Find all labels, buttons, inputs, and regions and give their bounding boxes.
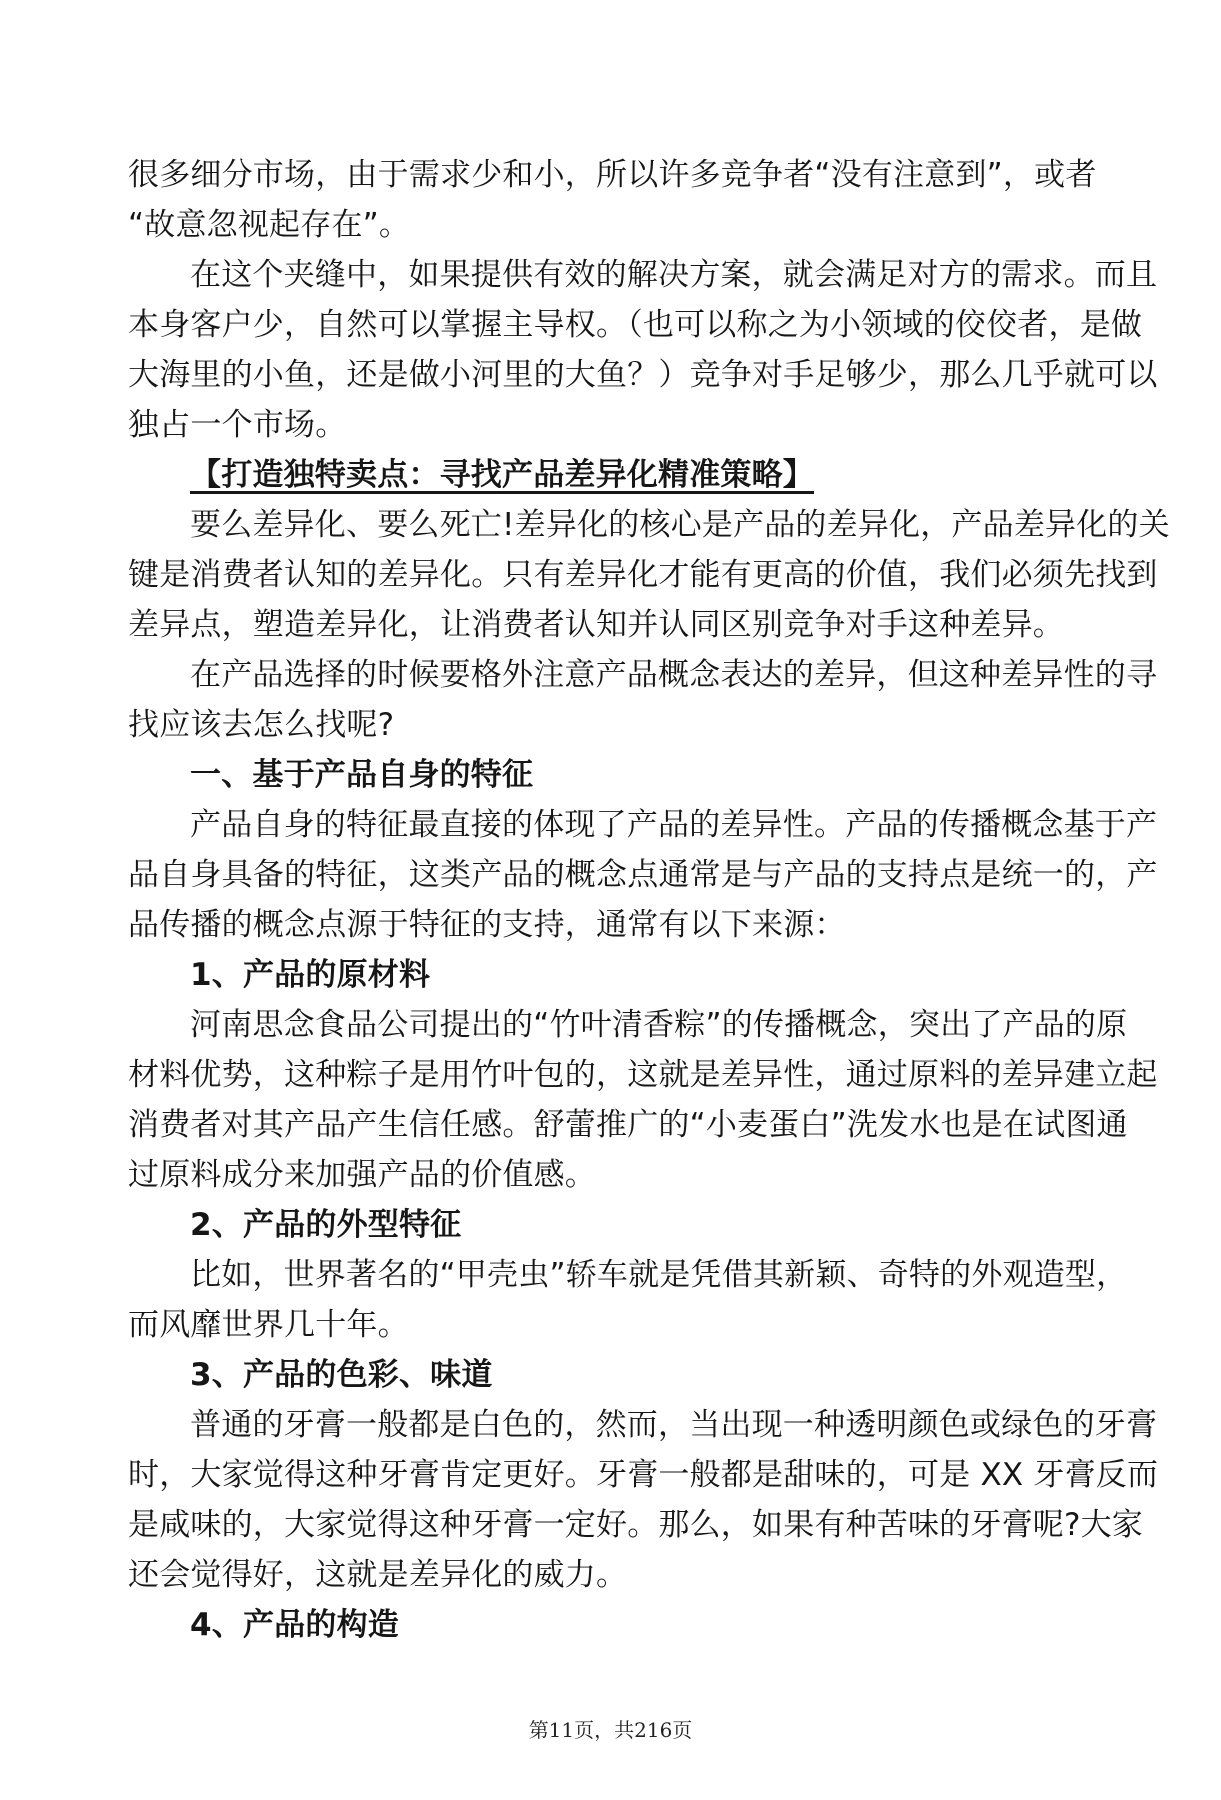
text-line: 独占一个市场。: [128, 407, 347, 443]
text-line: 比如，世界著名的“甲壳虫”轿车就是凭借其新颖、奇特的外观造型，: [190, 1257, 1128, 1293]
text-line: 本身客户少，自然可以掌握主导权。（也可以称之为小领域的佼佼者，是做: [128, 307, 1143, 343]
text-line: 找应该去怎么找呢?: [128, 707, 395, 743]
section-heading: 1、产品的原材料: [190, 957, 431, 993]
text-line: 在产品选择的时候要格外注意产品概念表达的差异，但这种差异性的寻: [190, 657, 1158, 693]
text-line: 还会觉得好，这就是差异化的威力。: [128, 1557, 628, 1593]
text-line: 品传播的概念点源于特征的支持，通常有以下来源：: [128, 907, 846, 943]
text-line: 很多细分市场，由于需求少和小，所以许多竞争者“没有注意到”，或者: [128, 157, 1097, 193]
text-line: 键是消费者认知的差异化。只有差异化才能有更高的价值，我们必须先找到: [128, 557, 1158, 593]
section-heading: 2、产品的外型特征: [190, 1207, 462, 1243]
text-line: 普通的牙膏一般都是白色的，然而，当出现一种透明颜色或绿色的牙膏: [190, 1407, 1158, 1443]
text-line: 消费者对其产品产生信任感。舒蕾推广的“小麦蛋白”洗发水也是在试图通: [128, 1107, 1128, 1143]
text-line: 过原料成分来加强产品的价值感。: [128, 1157, 596, 1193]
text-line: 产品自身的特征最直接的体现了产品的差异性。产品的传播概念基于产: [190, 807, 1158, 843]
text-line: 差异点，塑造差异化，让消费者认知并认同区别竞争对手这种差异。: [128, 607, 1064, 643]
section-heading: 一、基于产品自身的特征: [190, 757, 534, 793]
document-body: [128, 150, 1170, 1650]
text-line: 河南思念食品公司提出的“竹叶清香粽”的传播概念，突出了产品的原: [190, 1007, 1128, 1043]
section-heading: 3、产品的色彩、味道: [190, 1357, 493, 1393]
section-heading: 4、产品的构造: [190, 1607, 399, 1643]
text-line: 时，大家觉得这种牙膏肯定更好。牙膏一般都是甜味的，可是 XX 牙膏反而: [128, 1457, 1159, 1493]
text-line: 大海里的小鱼，还是做小河里的大鱼？）竞争对手足够少，那么几乎就可以: [128, 357, 1158, 393]
text-line: “故意忽视起存在”。: [128, 207, 411, 243]
text-line: 是咸味的，大家觉得这种牙膏一定好。那么，如果有种苦味的牙膏呢?大家: [128, 1507, 1144, 1543]
text-line: 品自身具备的特征，这类产品的概念点通常是与产品的支持点是统一的，产: [128, 857, 1158, 893]
chapter-heading: 【打造独特卖点：寻找产品差异化精准策略】: [190, 457, 814, 493]
text-line: 要么差异化、要么死亡!差异化的核心是产品的差异化，产品差异化的关: [190, 507, 1170, 543]
page-number: 第11页，共216页: [528, 1718, 693, 1742]
text-line: 在这个夹缝中，如果提供有效的解决方案，就会满足对方的需求。而且: [190, 257, 1158, 293]
text-line: 而风靡世界几十年。: [128, 1307, 409, 1343]
text-line: 材料优势，这种粽子是用竹叶包的，这就是差异性，通过原料的差异建立起: [128, 1057, 1158, 1093]
